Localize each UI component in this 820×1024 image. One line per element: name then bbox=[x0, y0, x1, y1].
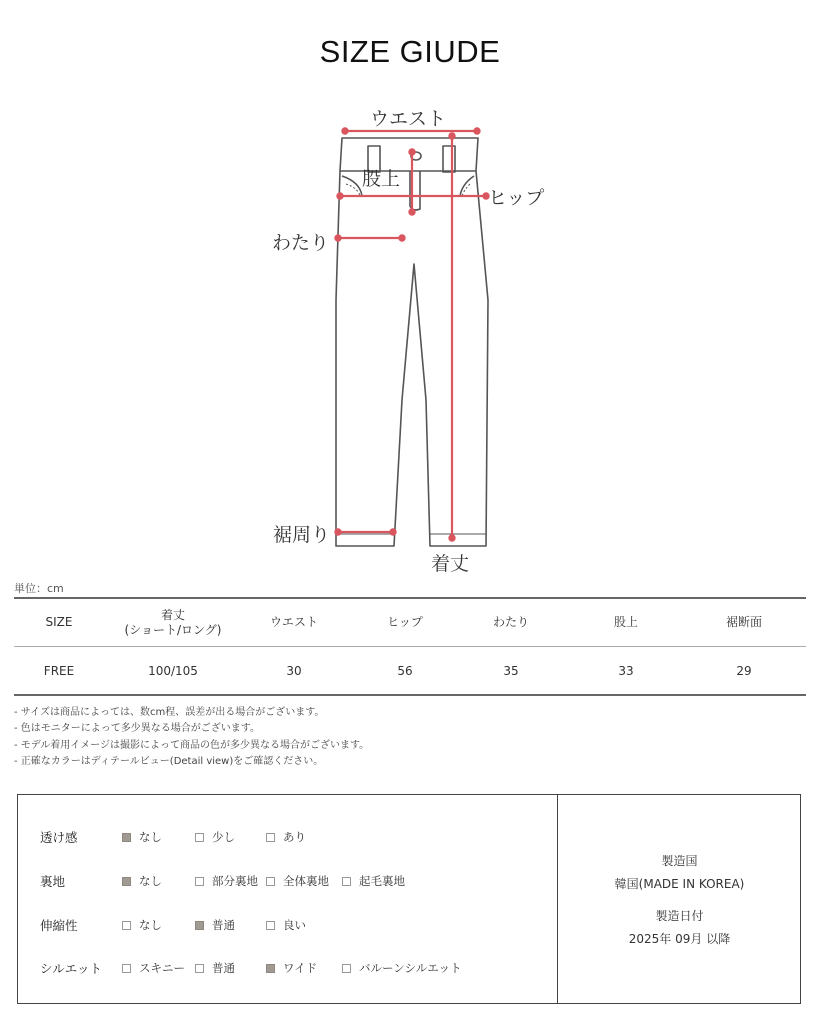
option-label: なし bbox=[139, 918, 162, 932]
table-header-cell bbox=[46, 615, 73, 630]
table-cell: 35 bbox=[503, 664, 519, 678]
unchecked-box-icon bbox=[266, 921, 275, 930]
table-header-text: ウエスト bbox=[269, 615, 319, 629]
table-header-cell bbox=[387, 615, 423, 630]
unchecked-box-icon bbox=[266, 877, 275, 886]
table-bottom-border bbox=[14, 694, 806, 696]
checked-box-icon bbox=[195, 921, 204, 930]
note-item: - 正確なカラーはディテールビュー(Detail view)をご確認ください。 bbox=[14, 755, 324, 767]
attribute-option bbox=[342, 873, 405, 889]
option-label: 少し bbox=[212, 830, 235, 844]
unchecked-box-icon bbox=[342, 964, 351, 973]
attribute-option bbox=[122, 873, 162, 889]
option-label: 起毛裏地 bbox=[359, 874, 405, 888]
option-label: 普通 bbox=[212, 918, 235, 932]
option-label: 部分裏地 bbox=[212, 874, 258, 888]
attribute-label: 透け感 bbox=[40, 830, 78, 845]
option-label: 良い bbox=[283, 918, 306, 932]
attribute-option bbox=[266, 960, 317, 976]
pocket-right bbox=[460, 176, 474, 196]
note-item: - サイズは商品によっては、数cm程、誤差が出る場合がございます。 bbox=[14, 707, 325, 718]
notes-list bbox=[14, 705, 369, 770]
table-header-text: わたり bbox=[492, 615, 530, 629]
attribute-option bbox=[266, 829, 306, 845]
option-label: ワイド bbox=[283, 961, 318, 975]
unchecked-box-icon bbox=[266, 833, 275, 842]
note-item: - モデル着用イメージは撮影によって商品の色が多少異なる場合がございます。 bbox=[14, 739, 370, 751]
pants-silhouette bbox=[336, 171, 488, 546]
attribute-option bbox=[195, 917, 235, 933]
note-item: - 色はモニターによって多少異なる場合がございます。 bbox=[14, 723, 260, 735]
table-cell: FREE bbox=[43, 664, 75, 678]
table-cell: 56 bbox=[397, 664, 413, 678]
attribute-option bbox=[195, 960, 235, 976]
belt-loop-right bbox=[443, 146, 455, 172]
page-title: SIZE GIUDE bbox=[319, 34, 501, 69]
length-label: 着丈 bbox=[431, 553, 470, 575]
unchecked-box-icon bbox=[195, 964, 204, 973]
table-header-cell bbox=[125, 608, 222, 638]
table-header-text: SIZE bbox=[45, 615, 73, 629]
table-header-cell bbox=[493, 615, 529, 630]
date-value: 2025年 09月 以降 bbox=[628, 932, 731, 946]
table-header-text: 裾断面 bbox=[725, 615, 763, 629]
option-label: 全体裏地 bbox=[283, 874, 329, 888]
unchecked-box-icon bbox=[342, 877, 351, 886]
date-label: 製造日付 bbox=[655, 909, 704, 923]
thigh-label: わたり bbox=[272, 232, 330, 254]
option-label: なし bbox=[139, 874, 162, 888]
table-cell: 33 bbox=[618, 664, 634, 678]
waistband-shape bbox=[340, 138, 478, 171]
table-header-text: ヒップ bbox=[387, 615, 423, 629]
table-cell: 30 bbox=[286, 664, 302, 678]
unchecked-box-icon bbox=[195, 833, 204, 842]
option-label: なし bbox=[139, 830, 162, 844]
rise-label: 股上 bbox=[362, 168, 401, 190]
table-header-text: 股上 bbox=[613, 615, 639, 629]
attribute-option bbox=[195, 873, 258, 889]
table-header-text: 着丈 bbox=[160, 608, 185, 622]
origin-label: 製造国 bbox=[661, 854, 698, 868]
box-divider bbox=[557, 794, 558, 1004]
attribute-option bbox=[122, 917, 162, 933]
table-header-cell bbox=[614, 615, 638, 630]
table-header-text: (ショート/ロング) bbox=[124, 623, 222, 637]
checked-box-icon bbox=[266, 964, 275, 973]
origin-value: 韓国(MADE IN KOREA) bbox=[614, 877, 745, 891]
attribute-option bbox=[342, 960, 461, 976]
checked-box-icon bbox=[122, 877, 131, 886]
table-header-divider bbox=[14, 646, 806, 647]
table-header-cell bbox=[270, 615, 318, 630]
attribute-option bbox=[266, 917, 306, 933]
unchecked-box-icon bbox=[195, 877, 204, 886]
attribute-option bbox=[266, 873, 329, 889]
hem-label: 裾周り bbox=[273, 524, 331, 546]
table-header-cell bbox=[726, 615, 762, 630]
checked-box-icon bbox=[122, 833, 131, 842]
table-cell: 29 bbox=[736, 664, 752, 678]
unit-label: 単位：cm bbox=[14, 582, 64, 595]
attribute-option bbox=[122, 960, 185, 976]
attribute-option bbox=[122, 829, 162, 845]
table-cell: 100/105 bbox=[148, 664, 198, 678]
option-label: あり bbox=[283, 830, 306, 844]
attribute-label: 裏地 bbox=[40, 874, 66, 889]
hip-label: ヒップ bbox=[488, 187, 545, 209]
unchecked-box-icon bbox=[122, 921, 131, 930]
option-label: 普通 bbox=[212, 961, 235, 975]
unchecked-box-icon bbox=[122, 964, 131, 973]
waist-label: ウエスト bbox=[370, 108, 447, 130]
option-label: バルーンシルエット bbox=[359, 961, 462, 975]
attribute-label: シルエット bbox=[40, 961, 102, 976]
attribute-label: 伸縮性 bbox=[40, 918, 78, 933]
attribute-option bbox=[195, 829, 235, 845]
table-top-border bbox=[14, 597, 806, 599]
measure-lines bbox=[335, 128, 488, 540]
option-label: スキニー bbox=[139, 961, 185, 975]
